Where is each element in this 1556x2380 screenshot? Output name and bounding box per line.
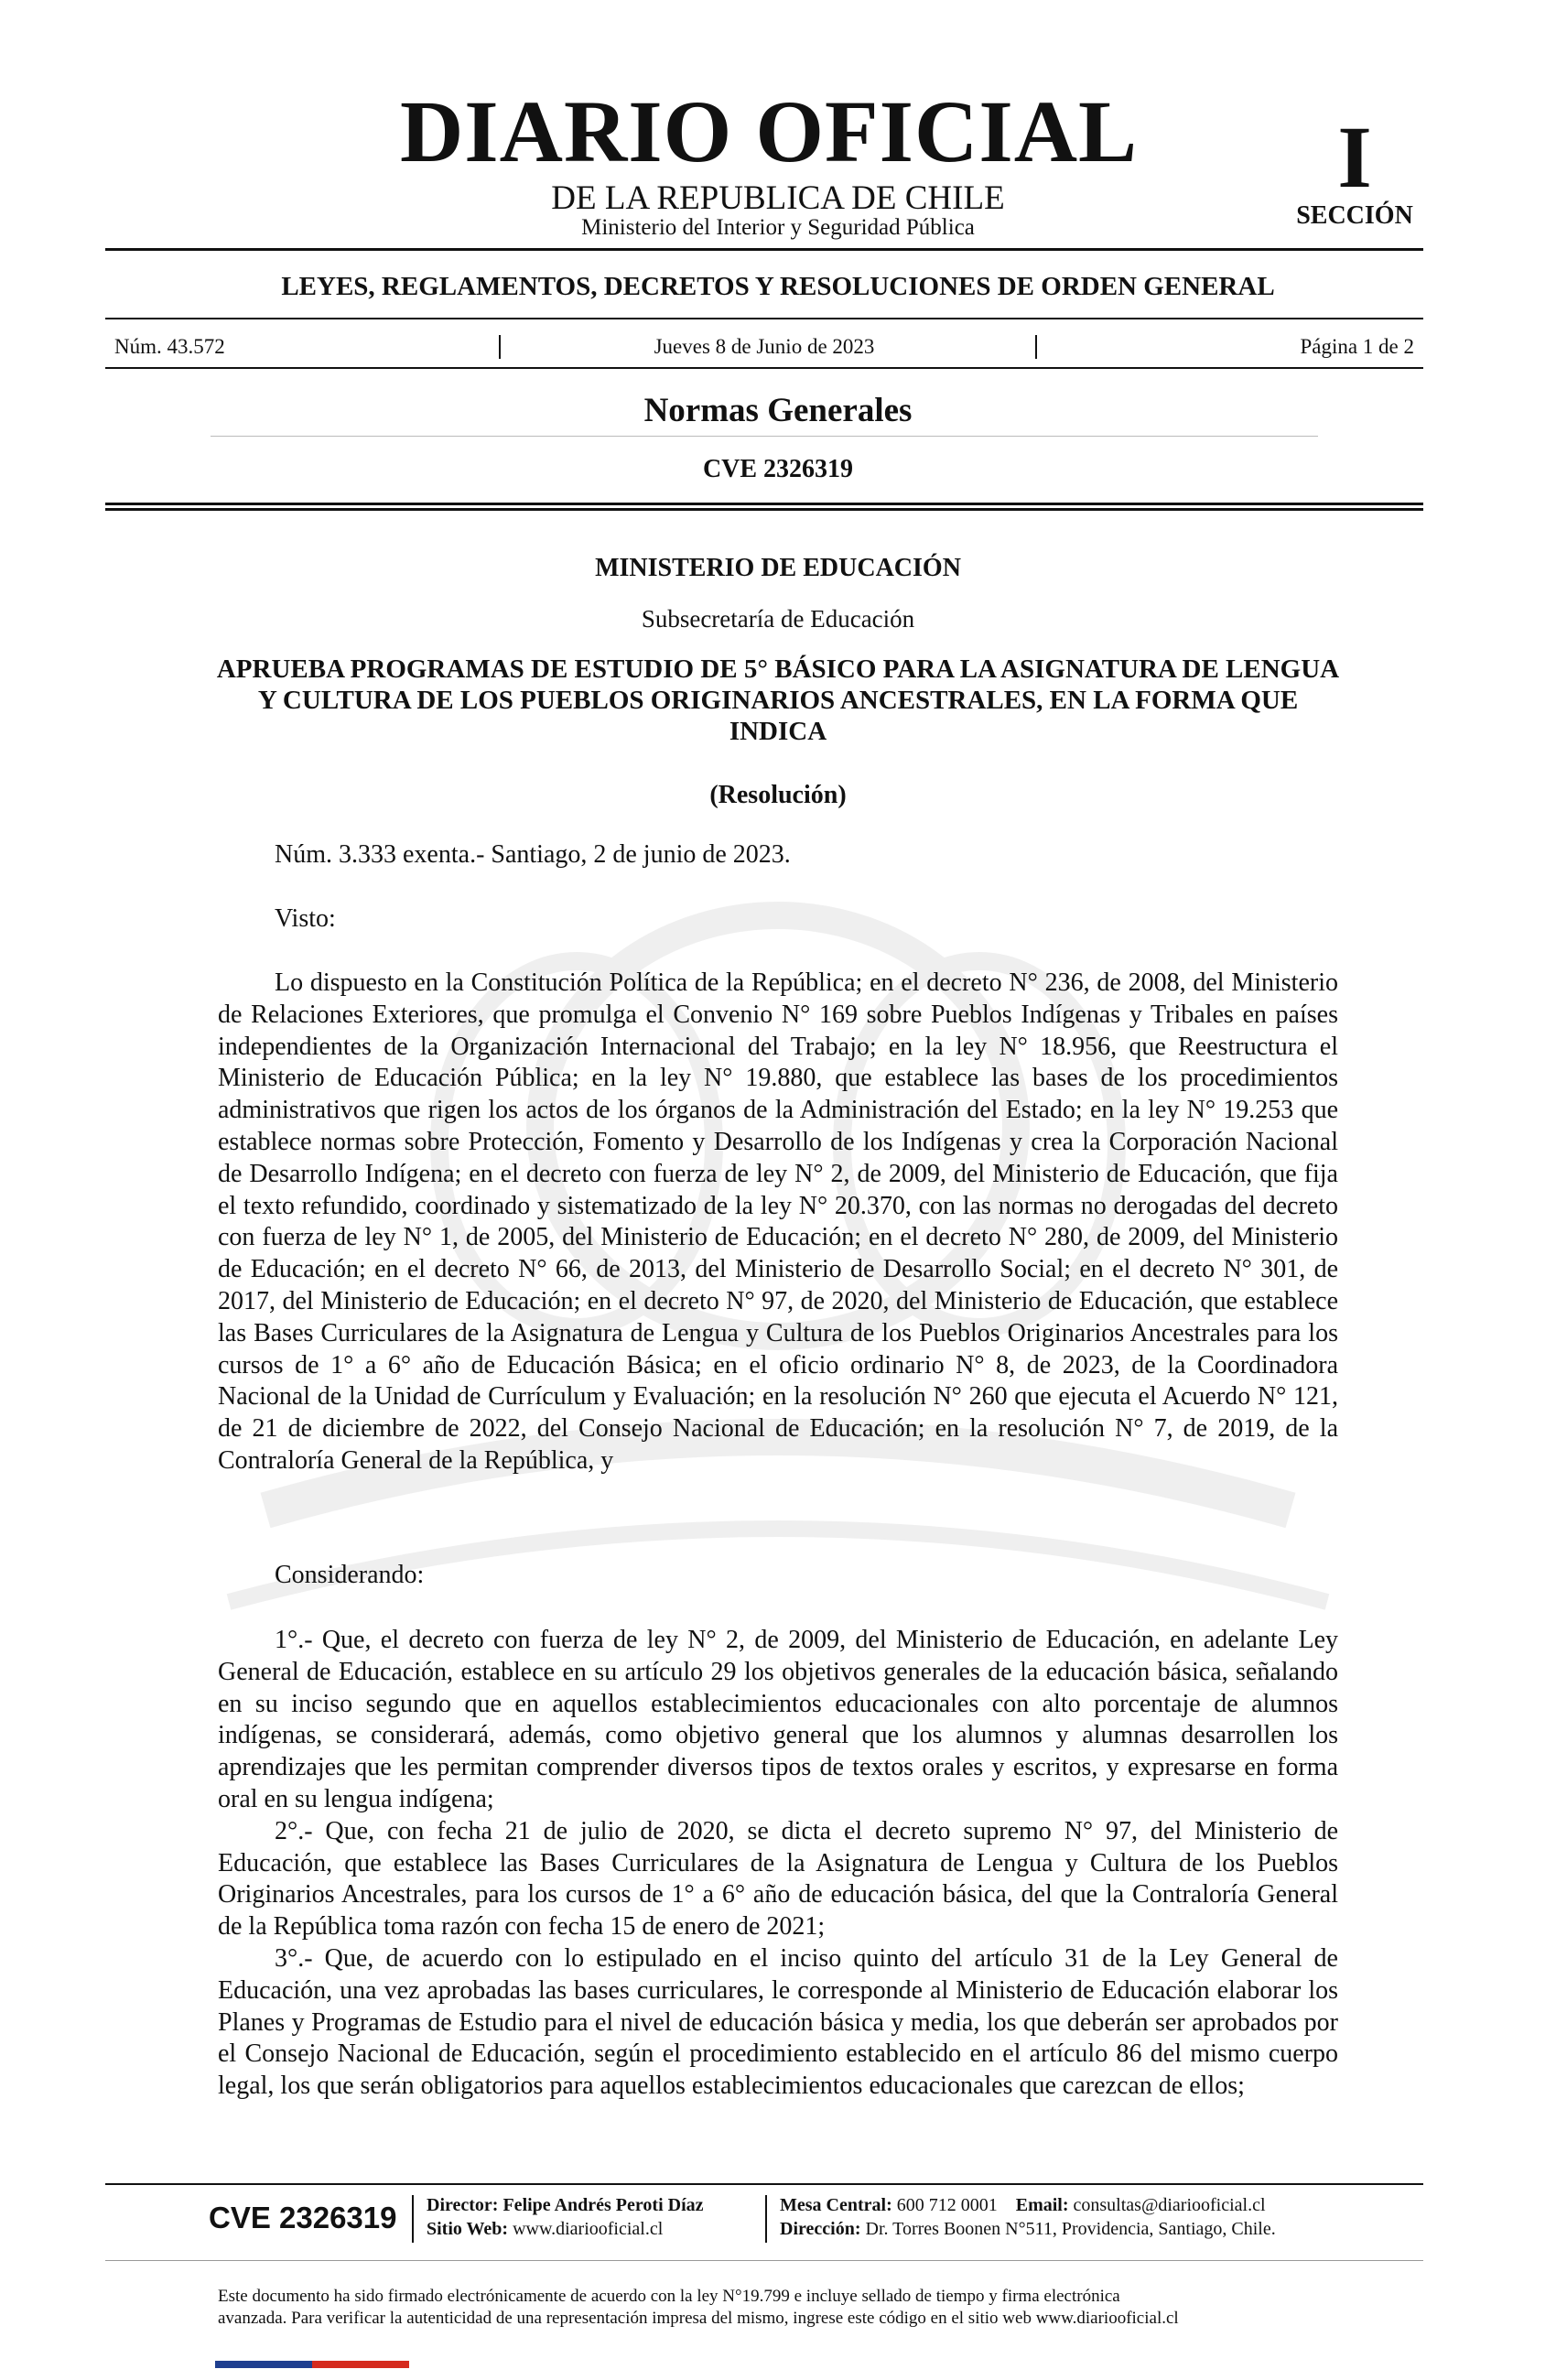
- considerando-paragraph: 1°.- Que, el decreto con fuerza de ley N° 2, de 2009, del Ministerio de Educación, en adelante Ley General de Educación, establece en su artículo 29 los objetivos generales de la educación básica, señalando en su inciso segundo que en aquellos establecimientos educacionales con alto porcentaje de alumnos indígenas, se considerará, además, como objetivo general que los alumnos y alumnas desarrollen los aprendizajes que les permitan comprender diversos tipos de textos orales y escritos, y expresarse en forma oral en su lengua indígena;: [218, 1626, 1338, 1813]
- email-link[interactable]: consultas@diariooficial.cl: [1073, 2195, 1266, 2215]
- double-rule-bottom: [105, 508, 1423, 511]
- newspaper-title: DIARIO OFICIAL: [399, 82, 1139, 180]
- document-subsecretaria: Subsecretaría de Educación: [641, 605, 915, 633]
- ministry-line: Ministerio del Interior y Seguridad Pública: [581, 215, 975, 240]
- visto-label: Visto:: [275, 904, 336, 933]
- page-indicator: Página 1 de 2: [1300, 335, 1414, 358]
- disclaimer-line: Este documento ha sido firmado electrónicamente de acuerdo con la ley N°19.799 e incluye sellado de tiempo y firma electrónica: [218, 2287, 1120, 2306]
- issue-number: Núm. 43.572: [114, 335, 225, 358]
- document-ministry: MINISTERIO DE EDUCACIÓN: [595, 554, 961, 582]
- document-title: APRUEBA PROGRAMAS DE ESTUDIO DE 5° BÁSICO PARA LA ASIGNATURA DE LENGUA Y CULTURA DE LOS PUEBLOS ORIGINARIOS ANCESTRALES, EN LA FORMA QUE INDICA: [216, 654, 1340, 746]
- visto-paragraph: Lo dispuesto en la Constitución Política de la República; en el decreto N° 236, de 2008, del Ministerio de Relaciones Exteriores, que promulga el Convenio N° 169 sobre Pueblos Indígenas y Tribales en países independientes de la Organización Internacional del Trabajo; en la ley N° 18.956, que Reestructura el Ministerio de Educación Pública; en la ley N° 19.880, que establece las bases de los procedimientos administrativos que rigen los actos de los órganos de la Administración del Estado; en la ley N° 19.253 que establece normas sobre Protección, Fomento y Desarrollo de los Indígenas y crea la Corporación Nacional de Desarrollo Indígena; en el decreto con fuerza de ley N° 2, de 2009, del Ministerio de Educación, que fija el texto refundido, coordinado y sistematizado de la ley N° 20.370, con las normas no derogadas del decreto con fuerza de ley N° 1, de 2005, del Ministerio de Educación; en el decreto N° 280, de 2009, del Ministerio de Educación; en el decreto N° 66, de 2013, del Ministerio de Desarrollo Social; en el decreto N° 301, de 2017, del Ministerio de Educación; en el decreto N° 97, de 2020, del Ministerio de Educación, que establece las Bases Curriculares de la Asignatura de Lengua y Cultura de los Pueblos Originarios Ancestrales para los cursos de 1° a 6° año de Educación Básica; en el oficio ordinario N° 8, de 2023, de la Coordinadora Nacional de la Unidad de Currículum y Evaluación; en la resolución N° 260 que ejecuta el Acuerdo N° 121, de 21 de diciembre de 2022, del Consejo Nacional de Educación; en la resolución N° 7, de 2019, de la Contraloría General de la República, y: [218, 968, 1338, 1475]
- footer-divider: [765, 2195, 767, 2243]
- footer-divider: [412, 2195, 414, 2243]
- section-title: Normas Generales: [643, 392, 913, 429]
- newspaper-subtitle: DE LA REPUBLICA DE CHILE: [551, 179, 1005, 217]
- section-label: SECCIÓN: [1296, 201, 1413, 230]
- website-link[interactable]: www.diariooficial.cl: [513, 2219, 664, 2239]
- director-name: Felipe Andrés Peroti Díaz: [502, 2195, 704, 2215]
- section-title-rule: [211, 436, 1318, 437]
- footer-contact-block: [780, 2193, 1276, 2241]
- considerandos-block: [218, 1625, 1338, 2103]
- issue-meta-row: [114, 335, 1414, 362]
- meta-rule: [105, 367, 1423, 369]
- footer-rule: [105, 2183, 1423, 2185]
- visto-paragraph-block: [218, 968, 1338, 1477]
- flag-red-stripe: [312, 2361, 409, 2368]
- document-type: (Resolución): [709, 781, 847, 809]
- footer-director-block: [427, 2193, 704, 2241]
- flag-blue-stripe: [215, 2361, 312, 2368]
- masthead-rule: [105, 248, 1423, 251]
- meta-divider: [1035, 335, 1037, 359]
- electronic-signature-disclaimer: [218, 2286, 1338, 2330]
- disclaimer-line: avanzada. Para verificar la autenticidad de una representación impresa del mismo, ingrese este código en el sitio web www.diariooficial.cl: [218, 2309, 1179, 2328]
- cve-code: CVE 2326319: [702, 455, 854, 483]
- mesa-central-phone: 600 712 0001: [896, 2195, 998, 2215]
- category-heading: LEYES, REGLAMENTOS, DECRETOS Y RESOLUCIONES DE ORDEN GENERAL: [281, 272, 1275, 301]
- mesa-central-label: Mesa Central:: [780, 2195, 892, 2215]
- director-label: Director:: [427, 2195, 499, 2215]
- website-label: Sitio Web:: [427, 2219, 509, 2239]
- email-label: Email:: [1015, 2195, 1069, 2215]
- footer-thin-rule: [105, 2260, 1423, 2261]
- section-roman-numeral: I: [1337, 108, 1372, 206]
- considerando-paragraph: 3°.- Que, de acuerdo con lo estipulado en el inciso quinto del artículo 31 de la Ley General de Educación, una vez aprobadas las bases curriculares, le corresponde al Ministerio de Educación elaborar los Planes y Programas de Estudio para el nivel de educación básica y media, los que deberán ser aprobados por el Consejo Nacional de Educación, según el procedimiento establecido en el artículo 86 del mismo cuerpo legal, los que serán obligatorios para aquellos establecimientos educacionales que carezcan de ellos;: [218, 1943, 1338, 2101]
- category-rule: [105, 318, 1423, 319]
- issue-date: Jueves 8 de Junio de 2023: [654, 335, 875, 358]
- address-label: Dirección:: [780, 2219, 861, 2239]
- considerando-label: Considerando:: [275, 1561, 425, 1589]
- flag-color-bar: [215, 2361, 409, 2368]
- double-rule-top: [105, 503, 1423, 505]
- footer-cve-code: CVE 2326319: [209, 2201, 397, 2234]
- resolution-number-line: Núm. 3.333 exenta.- Santiago, 2 de junio de 2023.: [275, 840, 791, 869]
- considerando-paragraph: 2°.- Que, con fecha 21 de julio de 2020, se dicta el decreto supremo N° 97, del Ministerio de Educación, que establece las Bases Curriculares de la Asignatura de Lengua y Cultura de los Pueblos Originarios Ancestrales, para los cursos de 1° a 6° año de educación básica, del que la Contraloría General de la República toma razón con fecha 15 de enero de 2021;: [218, 1816, 1338, 1942]
- address-text: Dr. Torres Boonen N°511, Providencia, Santiago, Chile.: [865, 2219, 1276, 2239]
